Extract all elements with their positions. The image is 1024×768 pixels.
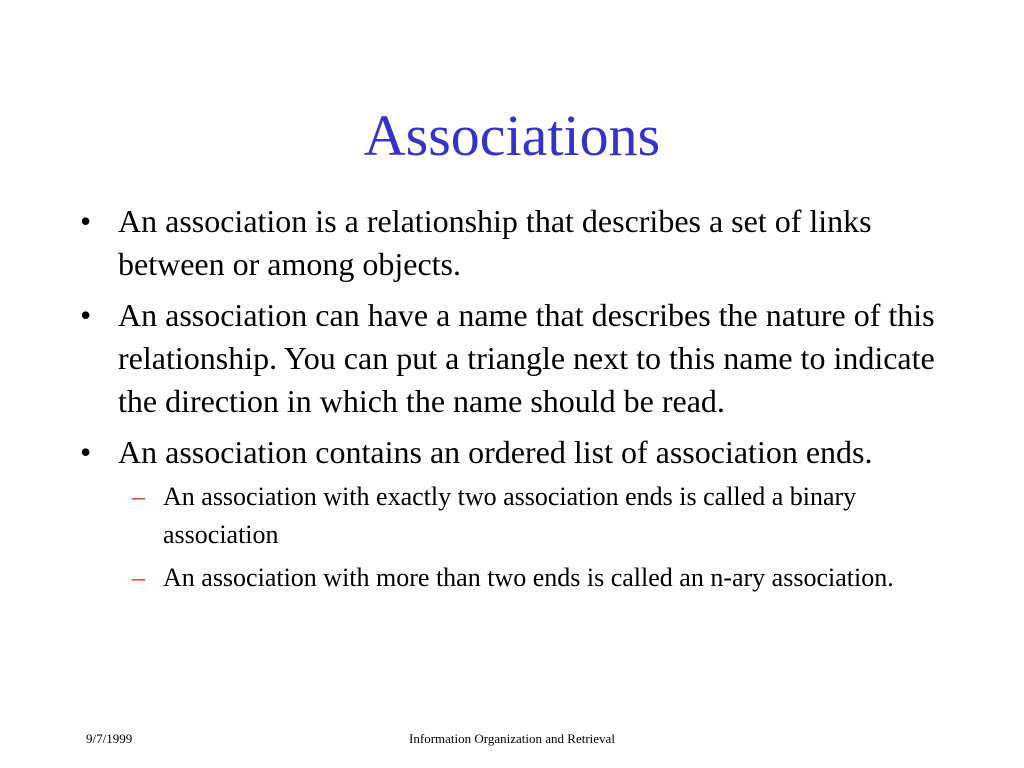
bullet-marker-icon	[80, 200, 118, 243]
bullet-item	[80, 200, 940, 286]
bullet-marker-icon	[80, 431, 118, 474]
sub-bullet-item	[118, 559, 940, 597]
sub-bullet-item	[118, 478, 940, 554]
sub-bullet-text: An association with more than two ends is called an n-ary association.	[163, 563, 894, 592]
bullet-marker-icon	[80, 294, 118, 337]
bullet-item	[80, 294, 940, 423]
bullet-text: An association is a relationship that describes a set of links between or among objects.	[118, 203, 872, 282]
bullet-list	[80, 200, 940, 605]
dash-marker-icon	[132, 478, 145, 516]
slide-title: Associations	[363, 103, 661, 168]
bullet-text: An association can have a name that describes the nature of this relationship. You can put a triangle next to this name to indicate the direction in which the name should be read.	[118, 297, 935, 419]
footer-date: 9/7/1999	[86, 731, 133, 746]
footer-title: Information Organization and Retrieval	[409, 731, 615, 746]
sub-bullet-text: An association with exactly two association ends is called a binary association	[163, 482, 857, 549]
bullet-text: An association contains an ordered list of association ends.	[118, 434, 873, 470]
bullet-item	[80, 431, 940, 597]
sub-bullet-list	[118, 478, 940, 597]
dash-marker-icon	[132, 559, 145, 597]
